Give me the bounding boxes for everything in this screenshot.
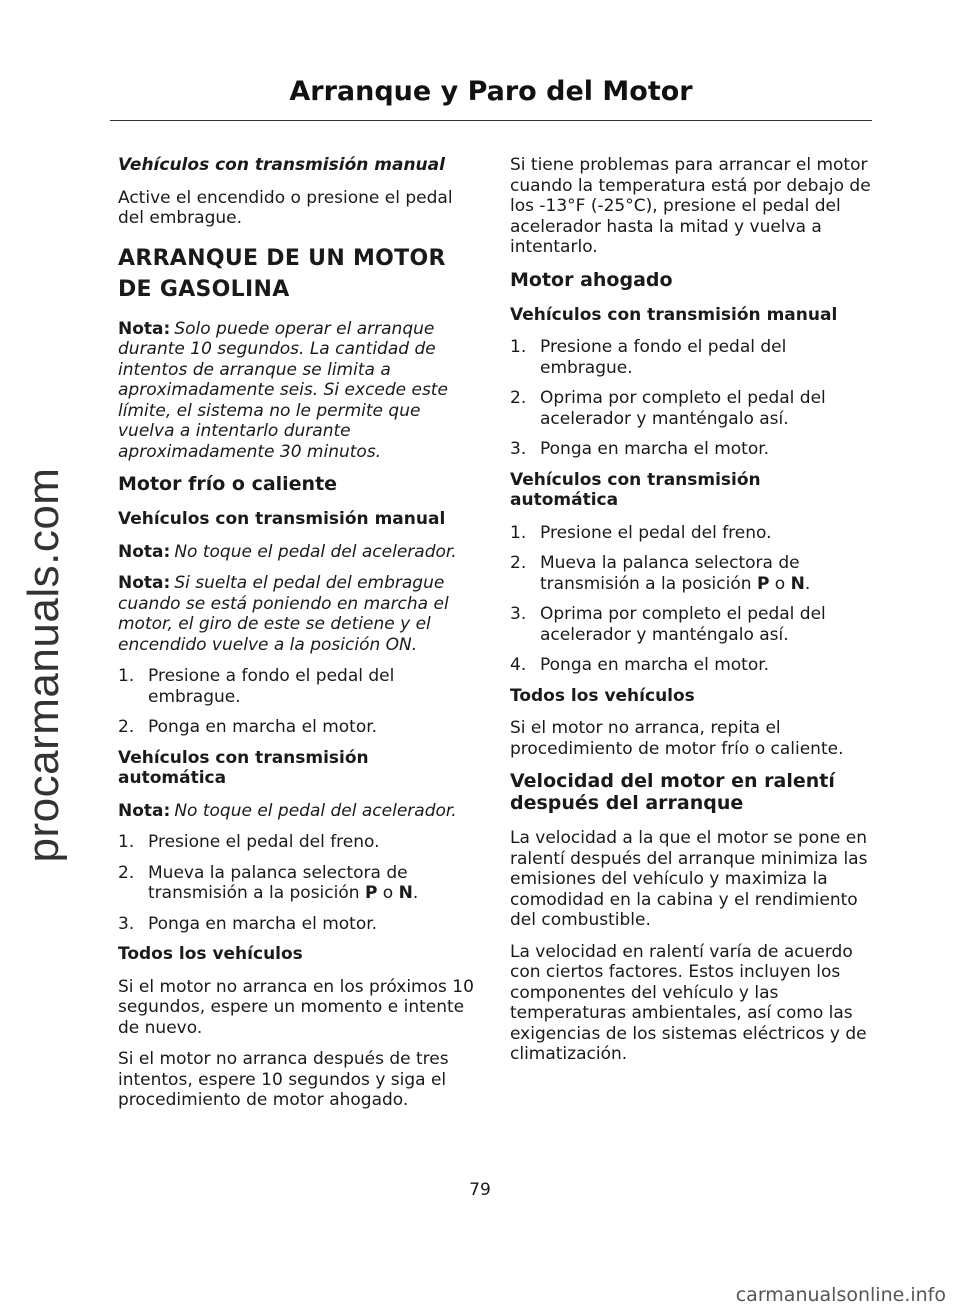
step-number: 2. [510,553,527,573]
step-number: 1. [510,522,527,543]
note [118,542,480,563]
gear-p: P [756,573,770,594]
step-list [510,337,872,460]
paragraph: Si el motor no arranca en los próximos 10 segundos, espere un momento e intente de nuevo. [118,976,474,1038]
list-item [510,604,872,645]
step-text: . [412,883,419,903]
right-column [510,155,872,1076]
note [118,319,480,463]
step-text: Presione a fondo el pedal del embrague. [148,666,395,707]
page-number: 79 [469,1180,491,1200]
gear-n: N [790,573,805,594]
note [118,573,480,655]
note-label: Nota: [118,573,171,593]
note-text: Si suelta el pedal del embrague cuando se está poniendo en marcha el motor, el giro de este se detiene y el encendido vuelve a la posición ON. [118,573,449,655]
step-text: Oprima por completo el pedal del acelerador y manténgalo así. [540,604,826,645]
step-text: Presione el pedal del freno. [148,832,380,852]
paragraph: Si tiene problemas para arrancar el motor cuando la temperatura está por debajo de los -13°F (-25°C), presione el pedal del acelerador hasta la mitad y vuelva a intentarlo. [510,155,871,257]
subheading-manual: Vehículos con transmisión manual [118,155,445,175]
note-text: Solo puede operar el arranque durante 10 segundos. La cantidad de intentos de arranque se limita a aproximadamente seis. Si excede este límite, el sistema no le permite que vuelva a intentarlo durante aproximadamente 30 minutos. [118,318,448,462]
side-watermark: procarmanuals.com [19,467,68,863]
subheading-automatic: Vehículos con transmisión automática [118,747,369,788]
list-item [510,523,872,544]
subheading-manual: Vehículos con transmisión manual [510,304,838,325]
step-text: Presione el pedal del freno. [540,522,772,543]
step-text: Presione a fondo el pedal del embrague. [540,337,787,378]
gear-p: P [364,883,378,903]
step-list [118,832,480,934]
note-label: Nota: [118,541,171,562]
subsection-heading: Motor ahogado [510,268,673,291]
list-item [118,717,480,738]
list-item [118,914,480,935]
gear-n: N [398,883,413,903]
step-text: Ponga en marcha el motor. [148,717,378,737]
step-text: Ponga en marcha el motor. [540,439,770,459]
step-number: 4. [510,655,527,675]
footer-watermark: carmanualsonline.info [735,1284,946,1306]
step-list [510,523,872,676]
step-text: Mueva la palanca selectora de transmisión a la posición [148,862,408,903]
step-number: 2. [510,388,527,408]
step-text: Mueva la palanca selectora de transmisión a la posición [540,553,800,594]
step-text: o [769,573,791,594]
subsection-heading: Velocidad del motor en ralentí después del arranque [510,770,835,814]
step-number: 2. [118,862,135,883]
step-number: 3. [510,604,527,624]
paragraph: La velocidad en ralentí varía de acuerdo con ciertos factores. Estos incluyen los componentes del vehículo y las temperaturas ambientales, así como las exigencias de los sistemas eléctricos y de climatización. [510,941,867,1064]
list-item [118,863,480,904]
paragraph: Si el motor no arranca, repita el procedimiento de motor frío o caliente. [510,718,844,759]
subheading-all-vehicles: Todos los vehículos [510,685,695,706]
step-number: 3. [118,913,135,934]
page-title: Arranque y Paro del Motor [289,76,693,107]
note-label: Nota: [118,318,171,339]
note-text: No toque el pedal del acelerador. [174,541,457,562]
note-label: Nota: [118,800,171,821]
step-number: 1. [118,666,135,686]
step-list [118,666,480,738]
list-item [510,439,872,460]
paragraph: Si el motor no arranca después de tres intentos, espere 10 segundos y siga el procedimiento de motor ahogado. [118,1049,449,1110]
subheading-all-vehicles: Todos los vehículos [118,944,303,964]
step-text: . [804,573,811,594]
step-text: o [377,883,399,903]
step-text: Ponga en marcha el motor. [540,655,770,675]
list-item [118,666,480,707]
title-divider [110,120,872,121]
subheading-automatic: Vehículos con transmisión automática [510,469,761,510]
list-item [510,388,872,429]
list-item [118,832,480,853]
list-item [510,655,872,676]
section-heading: ARRANQUE DE UN MOTOR DE GASOLINA [118,245,446,302]
subheading-manual: Vehículos con transmisión manual [118,509,446,529]
step-number: 1. [118,832,135,852]
paragraph: Active el encendido o presione el pedal del embrague. [118,187,453,228]
note [118,801,480,822]
paragraph: La velocidad a la que el motor se pone en ralentí después del arranque minimiza las emisiones del vehículo y maximiza la comodidad en la cabina y el rendimiento del combustible. [510,828,868,930]
step-number: 1. [510,337,527,357]
list-item [510,337,872,378]
step-number: 3. [510,439,527,459]
step-number: 2. [118,717,135,737]
subsection-heading: Motor frío o caliente [118,473,338,495]
note-text: No toque el pedal del acelerador. [174,800,457,821]
left-column [118,155,480,1122]
step-text: Ponga en marcha el motor. [148,913,378,934]
step-text: Oprima por completo el pedal del acelerador y manténgalo así. [540,388,826,429]
list-item [510,553,872,594]
